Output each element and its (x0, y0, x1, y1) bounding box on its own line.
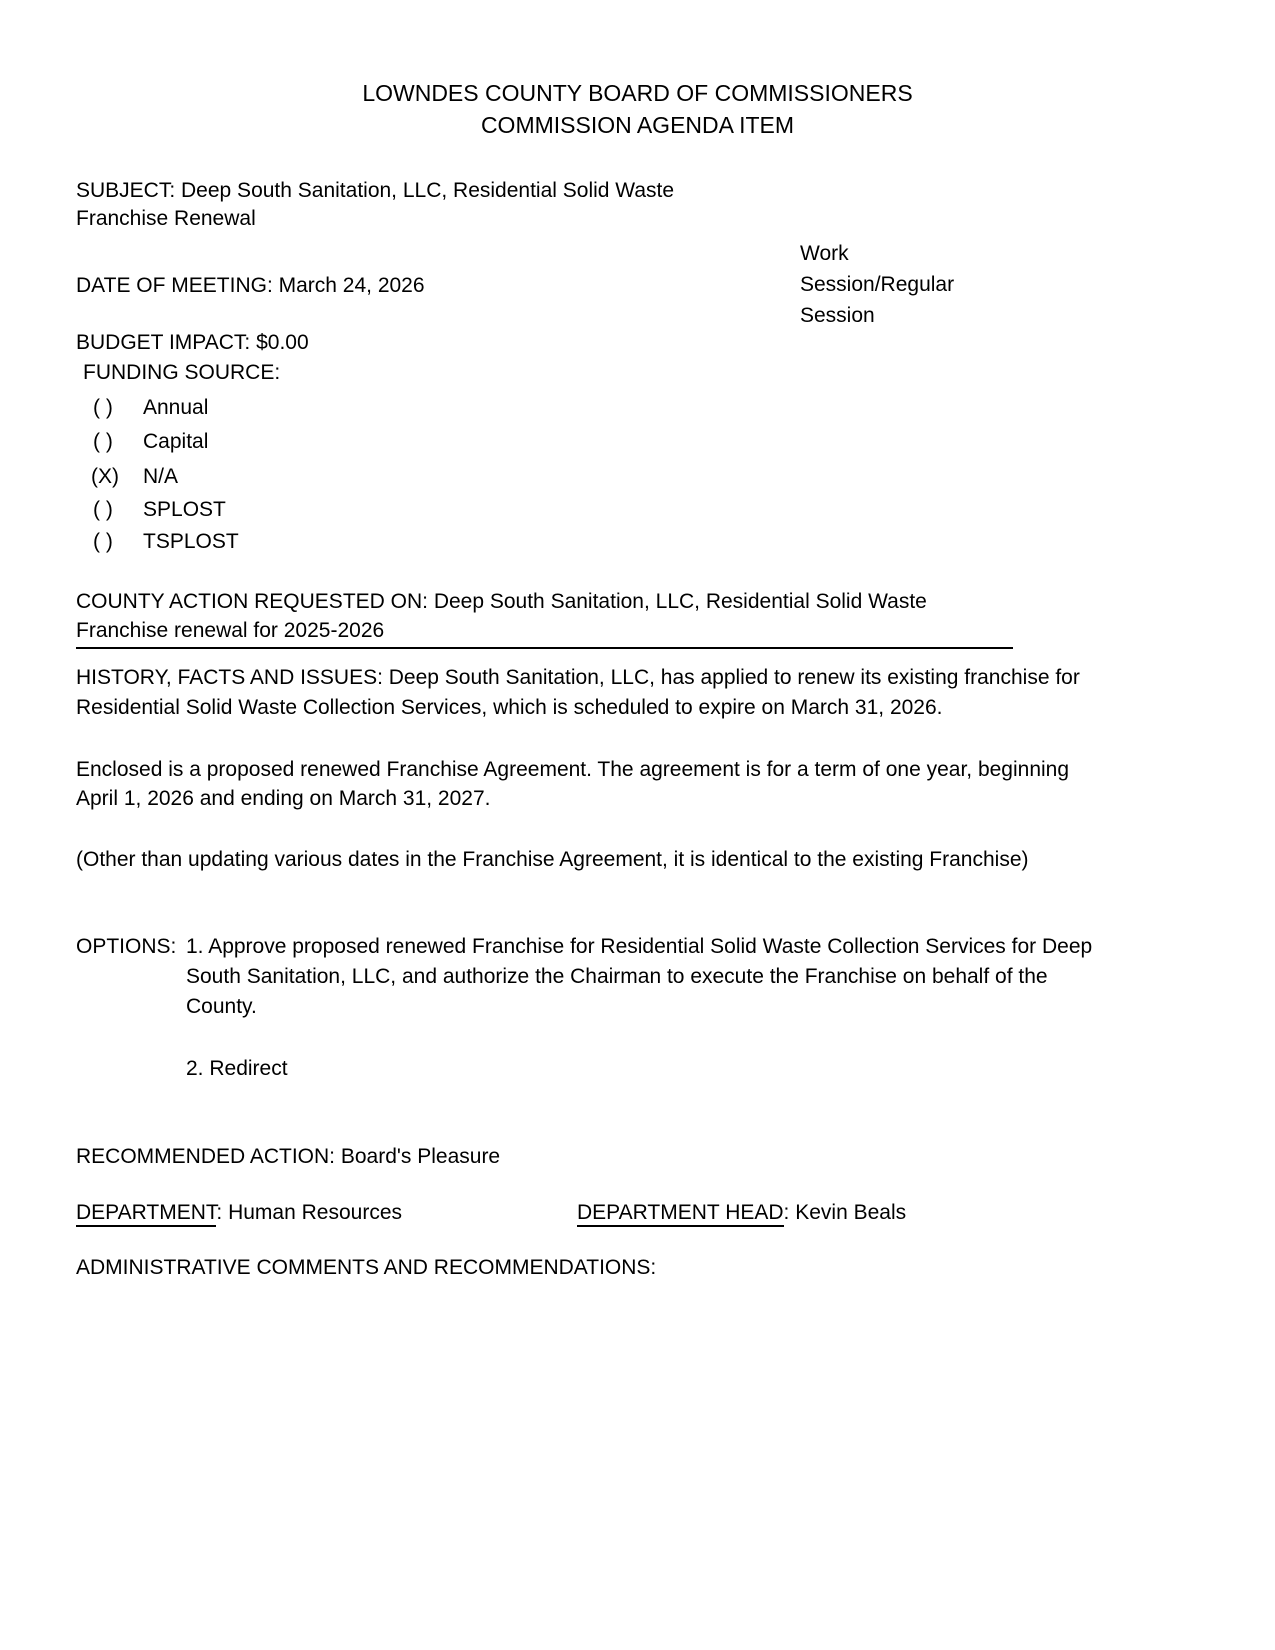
option-1-line1: 1. Approve proposed renewed Franchise for Residential Solid Waste Collection Services for Deep (186, 935, 1093, 958)
funding-option-label: TSPLOST (143, 530, 239, 553)
funding-option-tsplost (0, 527, 1275, 557)
subject-line2: Franchise Renewal (76, 207, 256, 230)
history-line2: Residential Solid Waste Collection Services, which is scheduled to expire on March 31, 2026. (76, 696, 943, 719)
checkbox-mark: ( ) (93, 396, 113, 419)
checkbox-mark: ( ) (93, 498, 113, 521)
department-head-label: DEPARTMENT HEAD (577, 1201, 784, 1227)
county-action-line2: Franchise renewal for 2025-2026 (76, 619, 385, 642)
checkbox-mark-checked: (X) (91, 465, 119, 488)
option-1-line2: South Sanitation, LLC, and authorize the Chairman to execute the Franchise on behalf of the (186, 965, 1048, 988)
document-title (0, 77, 1275, 141)
county-action-paragraph (76, 587, 1013, 649)
session-type-box (800, 238, 954, 331)
department-head-field (577, 1198, 906, 1228)
session-type-line1: Work (800, 242, 849, 265)
enclosed-line1: Enclosed is a proposed renewed Franchise Agreement. The agreement is for a term of one year, beginning (76, 758, 1070, 781)
option-2: 2. Redirect (186, 1057, 288, 1080)
funding-option-label: SPLOST (143, 498, 226, 521)
franchise-note: (Other than updating various dates in the Franchise Agreement, it is identical to the existing Franchise) (76, 848, 1029, 871)
document-title-line2: COMMISSION AGENDA ITEM (480, 112, 795, 138)
enclosed-line2: April 1, 2026 and ending on March 31, 2027. (76, 787, 491, 810)
history-paragraph (76, 663, 1080, 723)
funding-source-label: FUNDING SOURCE: (83, 361, 281, 384)
department-value: : Human Resources (216, 1201, 402, 1224)
department-field (76, 1198, 402, 1228)
budget-impact: BUDGET IMPACT: $0.00 (76, 331, 309, 354)
county-action-line1: COUNTY ACTION REQUESTED ON: Deep South Sanitation, LLC, Residential Solid Waste (76, 590, 927, 613)
department-head-value: : Kevin Beals (783, 1201, 907, 1224)
checkbox-mark: ( ) (93, 430, 113, 453)
funding-option-annual (0, 393, 1275, 423)
options-label: OPTIONS: (76, 935, 177, 958)
recommended-action: RECOMMENDED ACTION: Board's Pleasure (76, 1145, 501, 1168)
funding-option-label: N/A (143, 465, 179, 488)
option-1-line3: County. (186, 995, 257, 1018)
funding-option-label: Capital (143, 430, 209, 453)
enclosed-paragraph (76, 755, 1069, 813)
session-type-line2: Session/Regular (800, 273, 955, 296)
date-of-meeting: DATE OF MEETING: March 24, 2026 (76, 274, 425, 297)
history-line1: HISTORY, FACTS AND ISSUES: Deep South Sanitation, LLC, has applied to renew its existing franchise for (76, 666, 1080, 689)
session-type-line3: Session (800, 304, 875, 327)
subject-line1: SUBJECT: Deep South Sanitation, LLC, Residential Solid Waste (76, 179, 675, 202)
funding-option-capital (0, 427, 1275, 457)
document-title-line1: LOWNDES COUNTY BOARD OF COMMISSIONERS (362, 80, 913, 106)
admin-comments-heading: ADMINISTRATIVE COMMENTS AND RECOMMENDATIONS: (76, 1256, 657, 1279)
option-1 (186, 932, 1092, 1022)
funding-option-na (0, 462, 1275, 492)
funding-option-label: Annual (143, 396, 209, 419)
checkbox-mark: ( ) (93, 530, 113, 553)
subject-paragraph (76, 177, 674, 233)
department-label: DEPARTMENT (76, 1201, 216, 1227)
funding-option-splost (0, 495, 1275, 525)
